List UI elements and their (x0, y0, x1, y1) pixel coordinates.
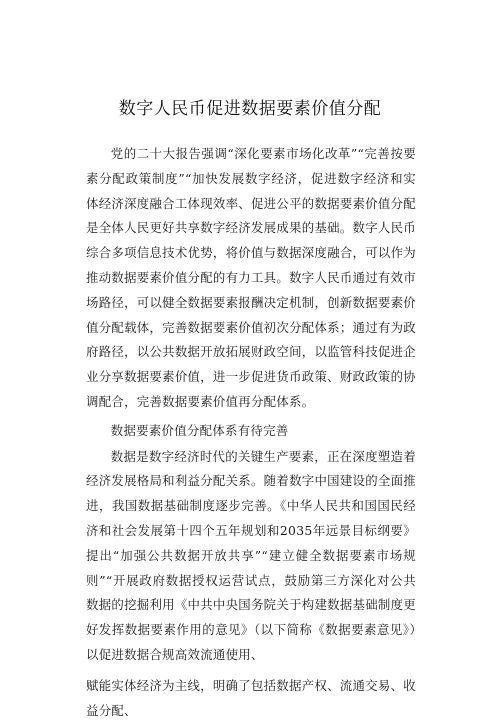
paragraph-data-foundation: 数据是数字经济时代的关键生产要素，正在深度塑造着经济发展格局和利益分配关系。随着数字中国建设的全面推进，我国数据基础制度逐步完善。《中华人民共和国国民经济和社会发展第十四个五年规划和2035年远景目标纲要》提出“加强公共数据开放共享”“建立健全数据要素市场规则”“开展政府数据授权运营试点，鼓励第三方深化对公共数据的挖掘利用《中共中央国务院关于构建数据基础制度更好发挥数据要素作用的意见》（以下简称《数据要素意见》）以促进数据合规高效流通使用、 (86, 448, 416, 662)
paragraph-continuation: 赋能实体经济为主线，明确了包括数据产权、流通交易、收益分配、 (86, 677, 416, 718)
document-body (86, 142, 416, 723)
section-heading: 数据要素价值分配体系有待完善 (110, 422, 289, 438)
paragraph-intro: 党的二十大报告强调“深化要素市场化改革”“完善按要素分配政策制度”“加快发展数字经济，促进数字经济和实体经济深度融合工体现效率、促进公平的数据要素价值分配是全体人民更好共享数字经济发展成果的基础。数字人民币综合多项信息技术优势，将价值与数据深度融合，可以作为推动数据要素价值分配的有力工具。数字人民币通过有效市场路径，可以健全数据要素报酬决定机制，创新数据要素价值分配载体，完善数据要素价值初次分配体系；通过有为政府路径，以公共数据开放拓展财政空间，以监管科技促进企业分享数据要素价值，进一步促进货币政策、财政政策的协调配合，完善数据要素价值再分配体系。 (86, 146, 416, 409)
document-title: 数字人民币促进数据要素价值分配 (118, 99, 382, 119)
